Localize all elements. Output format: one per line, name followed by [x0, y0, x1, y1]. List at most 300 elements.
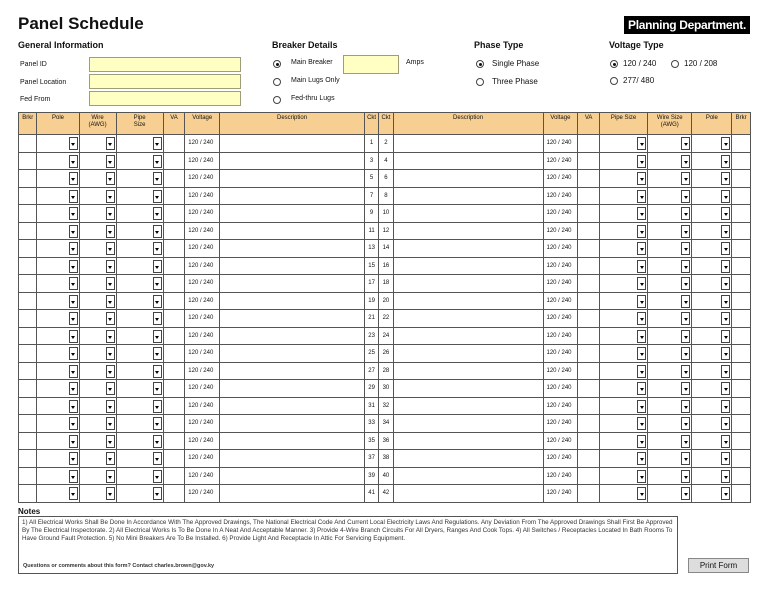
fed-from-input[interactable]	[89, 91, 241, 106]
va-cell[interactable]	[578, 362, 600, 380]
dropdown-arrow-icon[interactable]	[106, 155, 115, 168]
dropdown-arrow-icon[interactable]	[69, 312, 78, 325]
dropdown-arrow-icon[interactable]	[69, 382, 78, 395]
pipe-size-select	[599, 152, 647, 170]
pipe-size-select-wrap	[600, 188, 647, 205]
main-lugs-radio[interactable]	[273, 78, 281, 86]
brkr-cell[interactable]	[732, 310, 751, 328]
description-cell[interactable]	[220, 187, 365, 205]
brkr-cell[interactable]	[19, 205, 37, 223]
brkr-cell[interactable]	[732, 450, 751, 468]
dropdown-arrow-icon[interactable]	[681, 400, 690, 413]
dropdown-arrow-icon[interactable]	[681, 347, 690, 360]
dropdown-arrow-icon[interactable]	[153, 312, 162, 325]
dropdown-arrow-icon[interactable]	[153, 277, 162, 290]
dropdown-arrow-icon[interactable]	[721, 242, 730, 255]
wire-size-select	[648, 170, 692, 188]
brkr-cell[interactable]	[732, 205, 751, 223]
dropdown-arrow-icon[interactable]	[153, 470, 162, 483]
brkr-cell[interactable]	[732, 187, 751, 205]
dropdown-arrow-icon[interactable]	[153, 435, 162, 448]
va-cell[interactable]	[163, 222, 185, 240]
dropdown-arrow-icon[interactable]	[153, 417, 162, 430]
description-cell[interactable]	[393, 327, 543, 345]
brkr-cell[interactable]	[732, 170, 751, 188]
dropdown-arrow-icon[interactable]	[69, 417, 78, 430]
va-cell[interactable]	[578, 485, 600, 503]
table-row	[19, 205, 751, 223]
panel-id-input[interactable]	[89, 57, 241, 72]
va-cell[interactable]	[578, 345, 600, 363]
description-cell[interactable]	[220, 310, 365, 328]
description-cell[interactable]	[393, 135, 543, 153]
va-cell[interactable]	[578, 257, 600, 275]
dropdown-arrow-icon[interactable]	[106, 435, 115, 448]
dropdown-arrow-icon[interactable]	[721, 487, 730, 500]
description-cell[interactable]	[220, 257, 365, 275]
dropdown-arrow-icon[interactable]	[637, 155, 646, 168]
fed-thru-radio[interactable]	[273, 96, 281, 104]
description-cell[interactable]	[393, 152, 543, 170]
dropdown-arrow-icon[interactable]	[721, 452, 730, 465]
dropdown-arrow-icon[interactable]	[637, 190, 646, 203]
dropdown-arrow-icon[interactable]	[721, 190, 730, 203]
dropdown-arrow-icon[interactable]	[681, 365, 690, 378]
wire-size-select	[648, 450, 692, 468]
description-cell[interactable]	[220, 380, 365, 398]
dropdown-arrow-icon[interactable]	[637, 347, 646, 360]
brkr-cell[interactable]	[19, 187, 37, 205]
dropdown-arrow-icon[interactable]	[681, 470, 690, 483]
table-row	[19, 362, 751, 380]
pole-select-wrap	[692, 450, 731, 467]
description-cell[interactable]	[393, 222, 543, 240]
dropdown-arrow-icon[interactable]	[721, 277, 730, 290]
dropdown-arrow-icon[interactable]	[681, 172, 690, 185]
dropdown-arrow-icon[interactable]	[69, 487, 78, 500]
dropdown-arrow-icon[interactable]	[721, 312, 730, 325]
dropdown-arrow-icon[interactable]	[637, 260, 646, 273]
voltage-277-480-radio[interactable]	[610, 77, 618, 85]
panel-location-input[interactable]	[89, 74, 241, 89]
brkr-cell[interactable]	[19, 152, 37, 170]
dropdown-arrow-icon[interactable]	[637, 417, 646, 430]
dropdown-arrow-icon[interactable]	[721, 365, 730, 378]
va-cell[interactable]	[163, 345, 185, 363]
dropdown-arrow-icon[interactable]	[69, 470, 78, 483]
brkr-cell[interactable]	[732, 152, 751, 170]
dropdown-arrow-icon[interactable]	[69, 242, 78, 255]
dropdown-arrow-icon[interactable]	[721, 137, 730, 150]
department-logo: Planning Department.	[624, 16, 750, 34]
dropdown-arrow-icon[interactable]	[153, 155, 162, 168]
voltage-cell: 120 / 240	[543, 397, 578, 415]
dropdown-arrow-icon[interactable]	[69, 190, 78, 203]
dropdown-arrow-icon[interactable]	[681, 207, 690, 220]
va-cell[interactable]	[578, 187, 600, 205]
description-cell[interactable]	[393, 187, 543, 205]
dropdown-arrow-icon[interactable]	[153, 190, 162, 203]
dropdown-arrow-icon[interactable]	[681, 155, 690, 168]
dropdown-arrow-icon[interactable]	[153, 225, 162, 238]
dropdown-arrow-icon[interactable]	[153, 172, 162, 185]
dropdown-arrow-icon[interactable]	[721, 207, 730, 220]
dropdown-arrow-icon[interactable]	[69, 172, 78, 185]
dropdown-arrow-icon[interactable]	[106, 347, 115, 360]
brkr-cell[interactable]	[19, 222, 37, 240]
dropdown-arrow-icon[interactable]	[721, 347, 730, 360]
dropdown-arrow-icon[interactable]	[69, 347, 78, 360]
dropdown-arrow-icon[interactable]	[637, 382, 646, 395]
dropdown-arrow-icon[interactable]	[106, 382, 115, 395]
ckt-number: 5	[364, 170, 378, 188]
dropdown-arrow-icon[interactable]	[681, 277, 690, 290]
description-cell[interactable]	[220, 362, 365, 380]
va-cell[interactable]	[578, 327, 600, 345]
description-cell[interactable]	[393, 362, 543, 380]
main-breaker-radio[interactable]	[273, 60, 281, 68]
dropdown-arrow-icon[interactable]	[106, 400, 115, 413]
dropdown-arrow-icon[interactable]	[69, 400, 78, 413]
dropdown-arrow-icon[interactable]	[106, 190, 115, 203]
dropdown-arrow-icon[interactable]	[153, 487, 162, 500]
dropdown-arrow-icon[interactable]	[681, 487, 690, 500]
dropdown-arrow-icon[interactable]	[69, 277, 78, 290]
description-cell[interactable]	[393, 485, 543, 503]
pipe-size-select	[599, 362, 647, 380]
dropdown-arrow-icon[interactable]	[637, 400, 646, 413]
dropdown-arrow-icon[interactable]	[681, 225, 690, 238]
dropdown-arrow-icon[interactable]	[153, 347, 162, 360]
brkr-cell[interactable]	[19, 362, 37, 380]
wire-size-select-wrap	[648, 135, 691, 152]
pole-select-wrap	[692, 398, 731, 415]
description-cell[interactable]	[393, 292, 543, 310]
brkr-cell[interactable]	[19, 240, 37, 258]
dropdown-arrow-icon[interactable]	[637, 295, 646, 308]
brkr-cell[interactable]	[732, 327, 751, 345]
va-cell[interactable]	[163, 257, 185, 275]
va-cell[interactable]	[578, 135, 600, 153]
dropdown-arrow-icon[interactable]	[637, 435, 646, 448]
va-cell[interactable]	[163, 275, 185, 293]
dropdown-arrow-icon[interactable]	[637, 242, 646, 255]
single-phase-radio[interactable]	[476, 60, 484, 68]
va-cell[interactable]	[163, 205, 185, 223]
brkr-cell[interactable]	[19, 135, 37, 153]
va-cell[interactable]	[163, 240, 185, 258]
ckt-number: 1	[364, 135, 378, 153]
dropdown-arrow-icon[interactable]	[153, 137, 162, 150]
description-cell[interactable]	[220, 205, 365, 223]
amps-input[interactable]	[343, 55, 399, 74]
dropdown-arrow-icon[interactable]	[721, 382, 730, 395]
dropdown-arrow-icon[interactable]	[721, 155, 730, 168]
dropdown-arrow-icon[interactable]	[69, 137, 78, 150]
dropdown-arrow-icon[interactable]	[106, 330, 115, 343]
voltage-120-208-radio[interactable]	[671, 60, 679, 68]
voltage-cell: 120 / 240	[543, 362, 578, 380]
dropdown-arrow-icon[interactable]	[69, 155, 78, 168]
va-cell[interactable]	[163, 485, 185, 503]
dropdown-arrow-icon[interactable]	[721, 400, 730, 413]
pole-select-wrap	[692, 468, 731, 485]
description-cell[interactable]	[220, 292, 365, 310]
dropdown-arrow-icon[interactable]	[681, 382, 690, 395]
va-cell[interactable]	[163, 170, 185, 188]
va-cell[interactable]	[163, 362, 185, 380]
wire-size-select-wrap	[648, 258, 691, 275]
brkr-cell[interactable]	[732, 135, 751, 153]
dropdown-arrow-icon[interactable]	[681, 417, 690, 430]
dropdown-arrow-icon[interactable]	[106, 137, 115, 150]
description-cell[interactable]	[220, 152, 365, 170]
va-cell[interactable]	[578, 397, 600, 415]
brkr-cell[interactable]	[19, 380, 37, 398]
dropdown-arrow-icon[interactable]	[681, 242, 690, 255]
description-cell[interactable]	[220, 135, 365, 153]
pole-select	[37, 432, 79, 450]
dropdown-arrow-icon[interactable]	[106, 260, 115, 273]
description-cell[interactable]	[393, 240, 543, 258]
dropdown-arrow-icon[interactable]	[106, 207, 115, 220]
dropdown-arrow-icon[interactable]	[106, 172, 115, 185]
brkr-cell[interactable]	[19, 310, 37, 328]
va-cell[interactable]	[578, 450, 600, 468]
wire-size-select	[648, 380, 692, 398]
dropdown-arrow-icon[interactable]	[106, 487, 115, 500]
dropdown-arrow-icon[interactable]	[637, 137, 646, 150]
dropdown-arrow-icon[interactable]	[153, 452, 162, 465]
description-cell[interactable]	[393, 450, 543, 468]
print-form-button[interactable]: Print Form	[688, 558, 749, 573]
va-cell[interactable]	[578, 432, 600, 450]
dropdown-arrow-icon[interactable]	[106, 225, 115, 238]
brkr-cell[interactable]	[19, 170, 37, 188]
dropdown-arrow-icon[interactable]	[106, 312, 115, 325]
dropdown-arrow-icon[interactable]	[69, 225, 78, 238]
dropdown-arrow-icon[interactable]	[637, 365, 646, 378]
brkr-cell[interactable]	[732, 240, 751, 258]
wire-size-select-wrap	[648, 415, 691, 432]
dropdown-arrow-icon[interactable]	[153, 382, 162, 395]
description-cell[interactable]	[393, 397, 543, 415]
dropdown-arrow-icon[interactable]	[721, 435, 730, 448]
pole-select-wrap	[37, 205, 78, 222]
va-cell[interactable]	[578, 467, 600, 485]
va-cell[interactable]	[163, 310, 185, 328]
brkr-cell[interactable]	[19, 485, 37, 503]
va-cell[interactable]	[163, 380, 185, 398]
brkr-cell[interactable]	[732, 257, 751, 275]
description-cell[interactable]	[220, 345, 365, 363]
dropdown-arrow-icon[interactable]	[637, 330, 646, 343]
description-cell[interactable]	[220, 450, 365, 468]
brkr-cell[interactable]	[732, 432, 751, 450]
brkr-cell[interactable]	[732, 292, 751, 310]
brkr-cell[interactable]	[19, 450, 37, 468]
dropdown-arrow-icon[interactable]	[721, 417, 730, 430]
description-cell[interactable]	[393, 345, 543, 363]
va-cell[interactable]	[163, 467, 185, 485]
brkr-cell[interactable]	[19, 397, 37, 415]
description-cell[interactable]	[393, 467, 543, 485]
pipe-size-select	[599, 240, 647, 258]
pole-select	[37, 292, 79, 310]
dropdown-arrow-icon[interactable]	[69, 365, 78, 378]
brkr-cell[interactable]	[19, 432, 37, 450]
dropdown-arrow-icon[interactable]	[106, 365, 115, 378]
description-cell[interactable]	[393, 257, 543, 275]
dropdown-arrow-icon[interactable]	[637, 470, 646, 483]
dropdown-arrow-icon[interactable]	[106, 470, 115, 483]
dropdown-arrow-icon[interactable]	[106, 242, 115, 255]
brkr-cell[interactable]	[19, 327, 37, 345]
brkr-cell[interactable]	[732, 362, 751, 380]
dropdown-arrow-icon[interactable]	[69, 452, 78, 465]
brkr-cell[interactable]	[19, 292, 37, 310]
pole-select-wrap	[37, 433, 78, 450]
description-cell[interactable]	[220, 240, 365, 258]
dropdown-arrow-icon[interactable]	[637, 277, 646, 290]
dropdown-arrow-icon[interactable]	[153, 330, 162, 343]
pipe-size-select	[116, 432, 163, 450]
va-cell[interactable]	[578, 275, 600, 293]
brkr-cell[interactable]	[19, 275, 37, 293]
va-cell[interactable]	[578, 222, 600, 240]
dropdown-arrow-icon[interactable]	[153, 260, 162, 273]
va-cell[interactable]	[578, 292, 600, 310]
three-phase-radio[interactable]	[476, 78, 484, 86]
pole-select	[37, 152, 79, 170]
description-cell[interactable]	[393, 415, 543, 433]
va-cell[interactable]	[163, 327, 185, 345]
dropdown-arrow-icon[interactable]	[637, 172, 646, 185]
dropdown-arrow-icon[interactable]	[153, 207, 162, 220]
brkr-cell[interactable]	[732, 467, 751, 485]
wire-select-wrap	[80, 398, 116, 415]
dropdown-arrow-icon[interactable]	[69, 260, 78, 273]
description-cell[interactable]	[220, 170, 365, 188]
va-cell[interactable]	[578, 205, 600, 223]
dropdown-arrow-icon[interactable]	[637, 225, 646, 238]
dropdown-arrow-icon[interactable]	[69, 295, 78, 308]
va-cell[interactable]	[578, 170, 600, 188]
description-cell[interactable]	[220, 432, 365, 450]
dropdown-arrow-icon[interactable]	[637, 452, 646, 465]
brkr-cell[interactable]	[732, 380, 751, 398]
description-cell[interactable]	[393, 432, 543, 450]
brkr-cell[interactable]	[732, 275, 751, 293]
dropdown-arrow-icon[interactable]	[681, 260, 690, 273]
dropdown-arrow-icon[interactable]	[721, 172, 730, 185]
description-cell[interactable]	[220, 275, 365, 293]
brkr-cell[interactable]	[732, 485, 751, 503]
description-cell[interactable]	[220, 327, 365, 345]
dropdown-arrow-icon[interactable]	[637, 312, 646, 325]
va-cell[interactable]	[163, 152, 185, 170]
pole-select	[692, 257, 732, 275]
brkr-cell[interactable]	[19, 415, 37, 433]
dropdown-arrow-icon[interactable]	[153, 365, 162, 378]
dropdown-arrow-icon[interactable]	[69, 207, 78, 220]
dropdown-arrow-icon[interactable]	[681, 295, 690, 308]
brkr-cell[interactable]	[19, 467, 37, 485]
brkr-cell[interactable]	[732, 222, 751, 240]
brkr-cell[interactable]	[19, 345, 37, 363]
voltage-120-240-radio[interactable]	[610, 60, 618, 68]
dropdown-arrow-icon[interactable]	[721, 470, 730, 483]
pipe-size-select	[116, 257, 163, 275]
va-cell[interactable]	[163, 450, 185, 468]
description-cell[interactable]	[393, 170, 543, 188]
va-cell[interactable]	[163, 292, 185, 310]
description-cell[interactable]	[220, 415, 365, 433]
dropdown-arrow-icon[interactable]	[681, 330, 690, 343]
description-cell[interactable]	[220, 397, 365, 415]
pipe-size-select	[116, 362, 163, 380]
dropdown-arrow-icon[interactable]	[721, 260, 730, 273]
description-cell[interactable]	[220, 467, 365, 485]
description-cell[interactable]	[220, 485, 365, 503]
va-cell[interactable]	[578, 415, 600, 433]
dropdown-arrow-icon[interactable]	[637, 207, 646, 220]
ckt-number: 35	[364, 432, 378, 450]
dropdown-arrow-icon[interactable]	[681, 312, 690, 325]
dropdown-arrow-icon[interactable]	[721, 225, 730, 238]
description-cell[interactable]	[393, 275, 543, 293]
brkr-cell[interactable]	[732, 345, 751, 363]
dropdown-arrow-icon[interactable]	[106, 417, 115, 430]
dropdown-arrow-icon[interactable]	[153, 400, 162, 413]
fed-from-label: Fed From	[20, 96, 51, 103]
header-wire: Wire (AWG)	[79, 113, 116, 135]
pole-select	[37, 327, 79, 345]
brkr-cell[interactable]	[19, 257, 37, 275]
va-cell[interactable]	[578, 310, 600, 328]
va-cell[interactable]	[163, 432, 185, 450]
dropdown-arrow-icon[interactable]	[721, 295, 730, 308]
dropdown-arrow-icon[interactable]	[721, 330, 730, 343]
dropdown-arrow-icon[interactable]	[69, 435, 78, 448]
description-cell[interactable]	[220, 222, 365, 240]
dropdown-arrow-icon[interactable]	[681, 435, 690, 448]
dropdown-arrow-icon[interactable]	[153, 242, 162, 255]
dropdown-arrow-icon[interactable]	[106, 295, 115, 308]
va-cell[interactable]	[163, 397, 185, 415]
va-cell[interactable]	[163, 187, 185, 205]
dropdown-arrow-icon[interactable]	[681, 190, 690, 203]
dropdown-arrow-icon[interactable]	[106, 452, 115, 465]
va-cell[interactable]	[578, 380, 600, 398]
description-cell[interactable]	[393, 380, 543, 398]
dropdown-arrow-icon[interactable]	[637, 487, 646, 500]
brkr-cell[interactable]	[732, 415, 751, 433]
va-cell[interactable]	[578, 152, 600, 170]
brkr-cell[interactable]	[732, 397, 751, 415]
ckt-number: 15	[364, 257, 378, 275]
dropdown-arrow-icon[interactable]	[153, 295, 162, 308]
dropdown-arrow-icon[interactable]	[106, 277, 115, 290]
va-cell[interactable]	[578, 240, 600, 258]
dropdown-arrow-icon[interactable]	[681, 452, 690, 465]
description-cell[interactable]	[393, 205, 543, 223]
description-cell[interactable]	[393, 310, 543, 328]
va-cell[interactable]	[163, 135, 185, 153]
dropdown-arrow-icon[interactable]	[681, 137, 690, 150]
dropdown-arrow-icon[interactable]	[69, 330, 78, 343]
va-cell[interactable]	[163, 415, 185, 433]
